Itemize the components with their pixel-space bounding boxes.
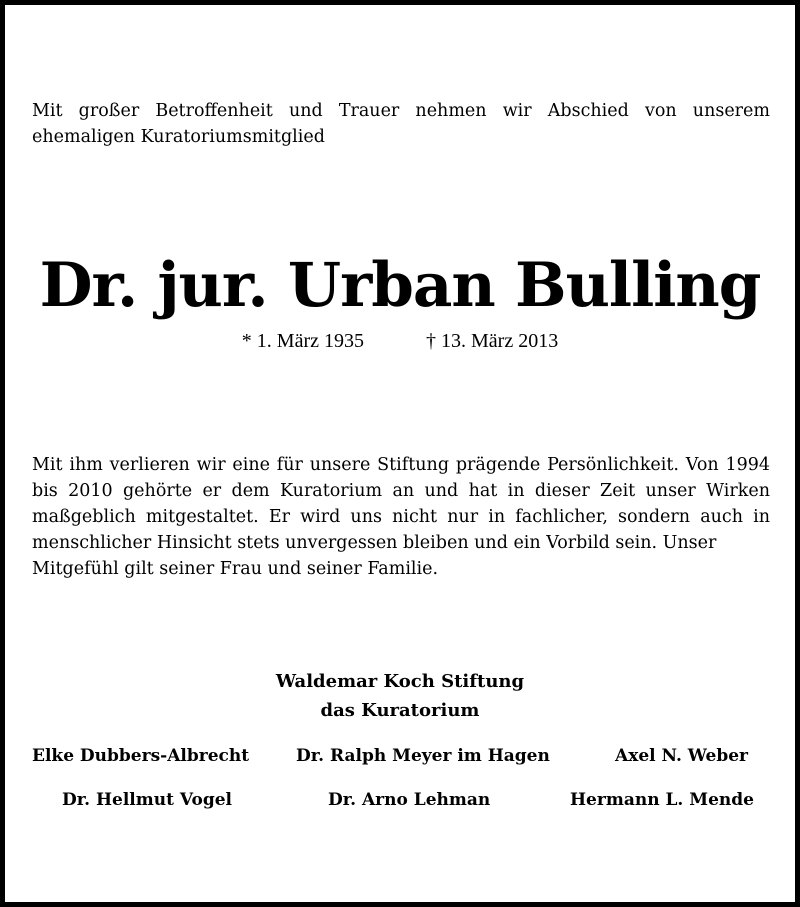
deceased-name: Dr. jur. Urban Bulling (39, 250, 761, 321)
tribute-main: Mit ihm verlieren wir eine für unsere Stiftung prägende Persönlichkeit. Von 1994 bis 2010 gehörte er dem Kuratorium an und hat in dieser Zeit unser Wirken maßgeblich mitgestaltet. Er wird uns nicht nur in fachlicher, sondern auch in menschlicher Hinsicht stets unvergessen bleiben und ein Vorbild sein. Unser (32, 455, 770, 553)
tribute-last-line: Mitgefühl gilt seiner Frau und seiner Familie. (32, 559, 439, 579)
intro-text: Mit großer Betroffenheit und Trauer nehmen wir Abschied von unserem ehemaligen Kuratoriumsmitglied (32, 101, 770, 147)
signature-block (0, 667, 800, 725)
member-name: Dr. Arno Lehman (328, 790, 491, 810)
member-name: Elke Dubbers-Albrecht (32, 746, 250, 766)
tribute-text (32, 452, 770, 582)
member-name: Axel N. Weber (615, 746, 748, 766)
foundation-name: Waldemar Koch Stiftung (275, 671, 525, 692)
member-name: Dr. Ralph Meyer im Hagen (296, 746, 550, 766)
member-name: Hermann L. Mende (570, 790, 754, 810)
life-dates (0, 328, 800, 354)
member-name: Dr. Hellmut Vogel (62, 790, 233, 810)
birth-date: * 1. März 1935 (241, 330, 364, 352)
death-date: † 13. März 2013 (426, 330, 559, 352)
board-name: das Kuratorium (320, 700, 480, 721)
